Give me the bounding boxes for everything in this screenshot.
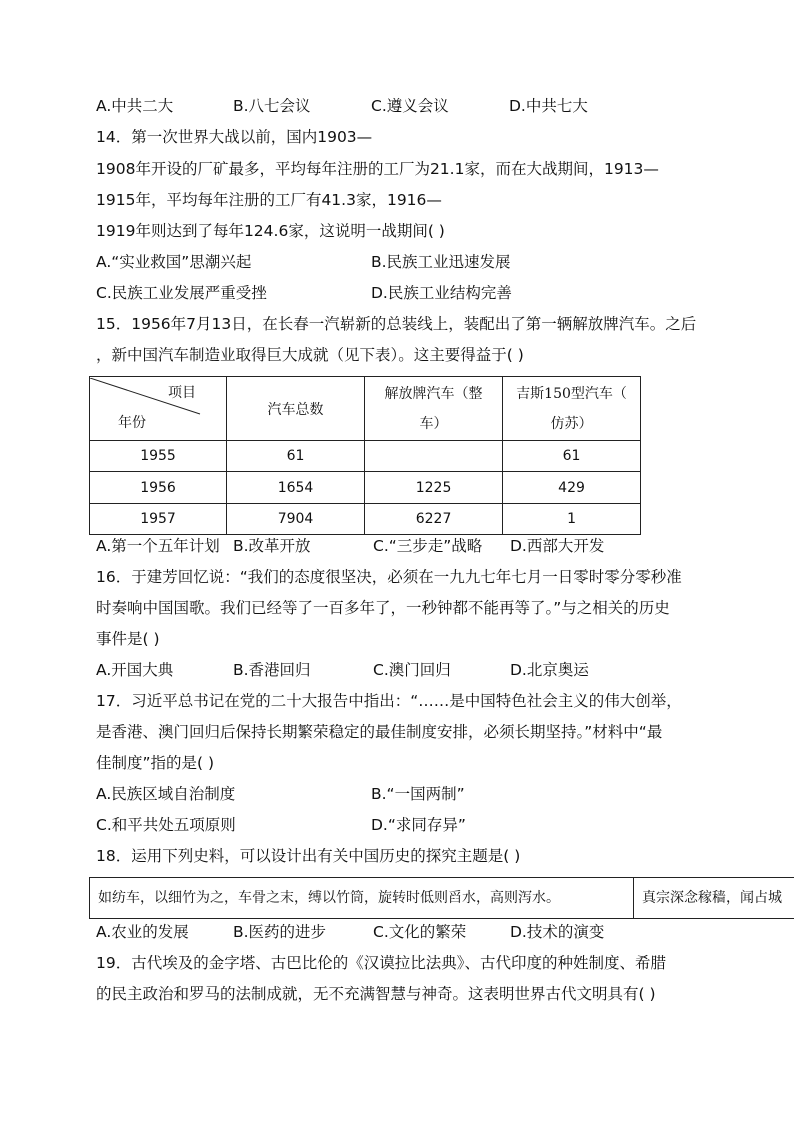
q14-stem-line: 1908年开设的厂矿最多，平均每年注册的工厂为21.1家，而在大战期间，1913— <box>96 160 659 178</box>
table-cell: 1654 <box>227 472 365 504</box>
q14-option-b: B.民族工业迅速发展 <box>371 253 511 271</box>
table-row <box>90 472 641 504</box>
q19-stem-line: 19．古代埃及的金字塔、古巴比伦的《汉谟拉比法典》、古代印度的种姓制度、希腊 <box>96 954 666 972</box>
q15-stem-line: ，新中国汽车制造业取得巨大成就（见下表）。这主要得益于( ) <box>96 346 524 364</box>
table-cell: 1957 <box>90 504 227 535</box>
q17-option-a: A.民族区域自治制度 <box>96 785 236 803</box>
table-row <box>90 441 641 472</box>
q15-option-c: C.“三步走”战略 <box>373 537 483 555</box>
table-cell: 61 <box>227 441 365 472</box>
q15-option-a: A.第一个五年计划 <box>96 537 220 555</box>
header-jiefang-line2: 车） <box>419 415 448 432</box>
q16-option-a: A.开国大典 <box>96 661 174 679</box>
corner-label-year: 年份 <box>118 414 146 431</box>
q17-option-c: C.和平共处五项原则 <box>96 816 236 834</box>
q18-option-b: B.医药的进步 <box>233 923 327 941</box>
q17-stem-line: 佳制度”指的是( ) <box>96 754 215 772</box>
q18-option-d: D.技术的演变 <box>510 923 605 941</box>
q17-stem-line: 是香港、澳门回归后保持长期繁荣稳定的最佳制度安排，必须长期坚持。”材料中“最 <box>96 723 663 741</box>
table-row <box>90 504 641 535</box>
q18-source-1: 如纺车，以细竹为之，车骨之末，缚以竹筒，旋转时低则舀水，高则泻水。 <box>98 890 560 906</box>
q14-option-d: D.民族工业结构完善 <box>371 284 512 302</box>
table-header-row <box>90 377 641 441</box>
q16-option-b: B.香港回归 <box>233 661 311 679</box>
diagonal-divider <box>90 378 227 440</box>
header-zis150-line1: 吉斯150型汽车（ <box>516 385 627 402</box>
q16-option-d: D.北京奥运 <box>510 661 589 679</box>
table-cell: 6227 <box>365 504 503 535</box>
q13-option-c: C.遵义会议 <box>371 97 449 115</box>
q18-stem-line: 18．运用下列史料，可以设计出有关中国历史的探究主题是( ) <box>96 847 521 865</box>
q18-source-box <box>89 877 794 919</box>
q17-option-b: B.“一国两制” <box>371 785 465 803</box>
table-cell <box>365 441 503 472</box>
q13-option-d: D.中共七大 <box>509 97 588 115</box>
header-jiefang-line1: 解放牌汽车（整 <box>384 385 483 402</box>
q18-option-c: C.文化的繁荣 <box>373 923 467 941</box>
q17-stem-line: 17．习近平总书记在党的二十大报告中指出：“……是中国特色社会主义的伟大创举， <box>96 692 682 710</box>
table-cell: 61 <box>503 441 641 472</box>
q19-stem-line: 的民主政治和罗马的法制成就，无不充满智慧与神奇。这表明世界古代文明具有( ) <box>96 985 656 1003</box>
table-corner-cell <box>90 377 227 441</box>
q15-option-d: D.西部大开发 <box>510 537 605 555</box>
table-cell: 1225 <box>365 472 503 504</box>
table-cell: 7904 <box>227 504 365 535</box>
header-total-cars: 汽车总数 <box>227 377 365 441</box>
q14-stem-line: 1915年，平均每年注册的工厂有41.3家，1916— <box>96 191 442 209</box>
table-cell: 429 <box>503 472 641 504</box>
car-production-table <box>89 376 641 535</box>
q15-stem-line: 15．1956年7月13日，在长春一汽崭新的总装线上，装配出了第一辆解放牌汽车。之后 <box>96 315 697 333</box>
q18-source-2: 真宗深念稼穑，闻占城 <box>642 890 782 906</box>
q14-option-c: C.民族工业发展严重受挫 <box>96 284 267 302</box>
q14-stem-line: 1919年则达到了每年124.6家，这说明一战期间( ) <box>96 222 445 240</box>
q14-stem-line: 14．第一次世界大战以前，国内1903— <box>96 128 373 146</box>
q16-stem-line: 时奏响中国国歌。我们已经等了一百多年了，一秒钟都不能再等了。”与之相关的历史 <box>96 599 670 617</box>
q16-stem-line: 16．于建芳回忆说：“我们的态度很坚决，必须在一九九七年七月一日零时零分零秒准 <box>96 568 682 586</box>
source-divider <box>633 878 634 918</box>
q16-option-c: C.澳门回归 <box>373 661 451 679</box>
q17-option-d: D.“求同存异” <box>371 816 466 834</box>
q15-option-b: B.改革开放 <box>233 537 311 555</box>
q14-option-a: A.“实业救国”思潮兴起 <box>96 253 252 271</box>
table-cell: 1 <box>503 504 641 535</box>
q13-option-b: B.八七会议 <box>233 97 311 115</box>
table-cell: 1955 <box>90 441 227 472</box>
q13-option-a: A.中共二大 <box>96 97 174 115</box>
corner-label-item: 项目 <box>168 384 196 401</box>
q16-stem-line: 事件是( ) <box>96 630 160 648</box>
header-jiefang <box>365 377 503 441</box>
q18-option-a: A.农业的发展 <box>96 923 189 941</box>
header-zis150-line2: 仿苏） <box>550 415 593 432</box>
table-cell: 1956 <box>90 472 227 504</box>
header-zis150 <box>503 377 641 441</box>
